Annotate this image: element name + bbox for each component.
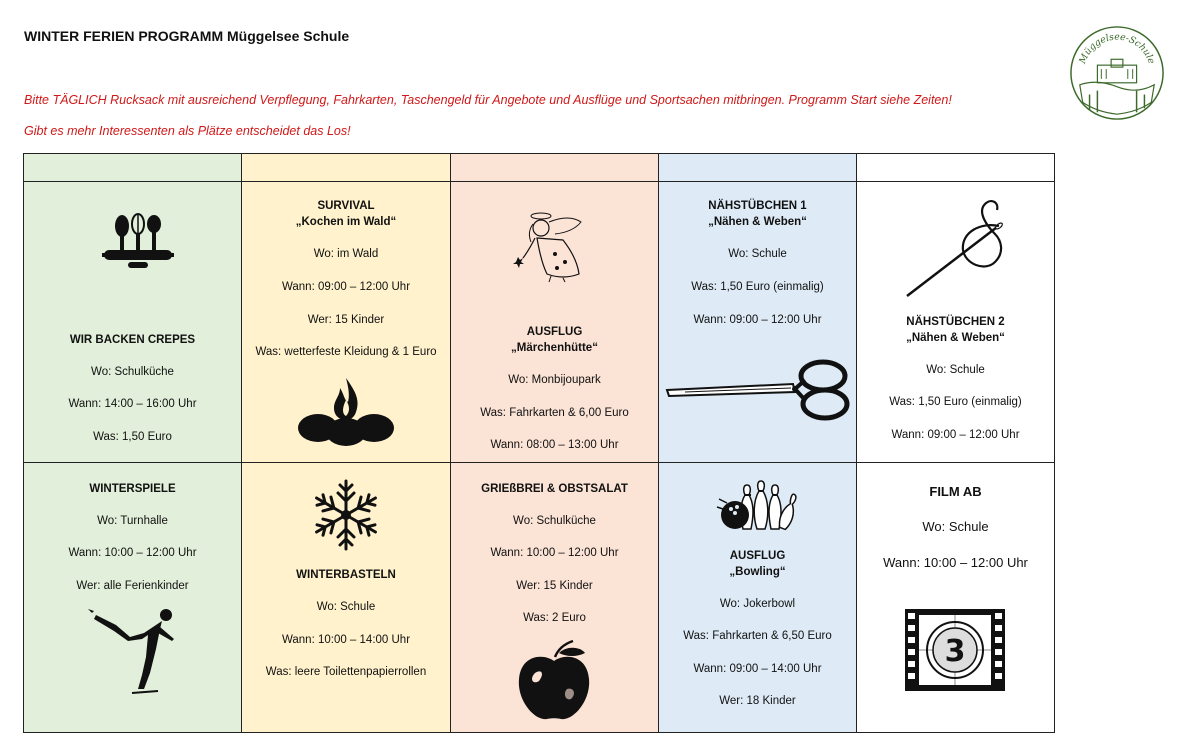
activity-time: Wann: 14:00 – 16:00 Uhr [68,398,197,410]
bowling-icon [717,477,799,533]
activity-title: WIR BACKEN CREPES [69,334,196,346]
activity-title: FILM AB [929,484,982,499]
activity-cost: Was: 1,50 Euro (einmalig) [691,281,824,293]
activity-participants: Wer: 15 Kinder [516,580,593,592]
activity-location: Wo: Monbijoupark [508,374,601,386]
film-countdown-icon [905,609,1005,691]
activity-cost: Was: wetterfeste Kleidung & 1 Euro [255,346,437,358]
activity-crepes [24,182,242,463]
activity-participants: Wer: alle Ferienkinder [76,580,189,592]
activity-subtitle: „Nähen & Weben“ [708,216,807,228]
activity-time: Wann: 10:00 – 12:00 Uhr [883,555,1028,570]
notice-bring-items: Bitte TÄGLICH Rucksack mit ausreichend Verpflegung, Fahrkarten, Taschengeld für Angebote und Ausflüge und Sportsachen mitbringen. Programm Start siehe Zeiten! [24,93,952,107]
activity-participants: Wer: 18 Kinder [719,695,796,707]
activity-time: Wann: 09:00 – 12:00 Uhr [281,281,411,293]
activity-cost: Was: 1,50 Euro [93,431,172,443]
activity-participants: Wer: 15 Kinder [307,314,385,326]
page-title [24,28,349,44]
activity-griessbrei [451,463,659,733]
activity-winterbasteln [242,463,451,733]
header-cell [659,154,857,182]
logo-text: Müggelsee-Schule [1077,31,1157,66]
activity-subtitle: „Kochen im Wald“ [295,216,397,228]
activity-title: NÄHSTÜBCHEN 2 [906,316,1005,328]
activity-title: AUSFLUG [526,326,583,338]
header-cell [857,154,1055,182]
apple-icon [515,639,593,723]
activity-maerchenhuette [451,182,659,463]
needle-thread-icon [901,196,1011,302]
activity-title: WINTERBASTELN [296,569,396,581]
schedule-row-2 [24,463,1055,733]
activity-location: Wo: Schulküche [513,515,596,527]
activity-naehstuebchen-2 [857,182,1055,463]
activity-title: AUSFLUG [729,550,786,562]
snowflake-icon [306,477,386,553]
activity-location: Wo: Turnhalle [97,515,168,527]
schedule-table [23,153,1055,733]
activity-time: Wann: 10:00 – 12:00 Uhr [68,547,197,559]
activity-survival [242,182,451,463]
activity-title: SURVIVAL [317,200,375,212]
header-cell [24,154,242,182]
schedule-row-1 [24,182,1055,463]
activity-location: Wo: im Wald [313,248,379,260]
activity-time: Wann: 10:00 – 12:00 Uhr [490,547,619,559]
activity-cost: Was: 1,50 Euro (einmalig) [889,396,1022,408]
activity-location: Wo: Schule [316,601,376,613]
scissors-icon [665,358,851,424]
activity-time: Wann: 09:00 – 12:00 Uhr [693,314,822,326]
activity-subtitle: „Nähen & Weben“ [906,332,1005,344]
activity-time: Wann: 10:00 – 14:00 Uhr [281,634,411,646]
notice-lottery: Gibt es mehr Interessenten als Plätze entscheidet das Los! [24,124,351,138]
activity-time: Wann: 08:00 – 13:00 Uhr [490,439,619,451]
fairy-icon [507,210,587,282]
school-logo [1068,24,1166,122]
activity-film [857,463,1055,733]
activity-bowling [659,463,857,733]
activity-title: WINTERSPIELE [89,483,176,495]
activity-cost: Was: 2 Euro [523,612,586,624]
activity-subtitle: „Bowling“ [729,566,786,578]
baking-utensils-icon [102,212,174,272]
activity-title: GRIEßBREI & OBSTSALAT [481,483,628,495]
activity-location: Wo: Jokerbowl [719,598,796,610]
activity-subtitle: „Märchenhütte“ [511,342,598,354]
campfire-icon [298,374,394,446]
activity-time: Wann: 09:00 – 12:00 Uhr [891,429,1020,441]
activity-naehstuebchen-1 [659,182,857,463]
activity-cost: Was: leere Toilettenpapierrollen [265,666,427,678]
ice-skater-icon [86,605,182,695]
activity-winterspiele [24,463,242,733]
activity-location: Wo: Schule [922,519,989,534]
activity-cost: Was: Fahrkarten & 6,00 Euro [480,407,629,419]
title-main: WINTER FERIEN PROGRAMM [24,28,224,44]
activity-title: NÄHSTÜBCHEN 1 [708,200,807,212]
activity-time: Wann: 09:00 – 14:00 Uhr [693,663,822,675]
countdown-number: 3 [944,634,966,669]
header-row [24,154,1055,182]
activity-location: Wo: Schulküche [91,366,174,378]
activity-location: Wo: Schule [926,364,985,376]
activity-cost: Was: Fahrkarten & 6,50 Euro [683,630,832,642]
header-cell [242,154,451,182]
header-cell [451,154,659,182]
title-school: Müggelsee Schule [227,28,350,44]
activity-location: Wo: Schule [728,248,787,260]
